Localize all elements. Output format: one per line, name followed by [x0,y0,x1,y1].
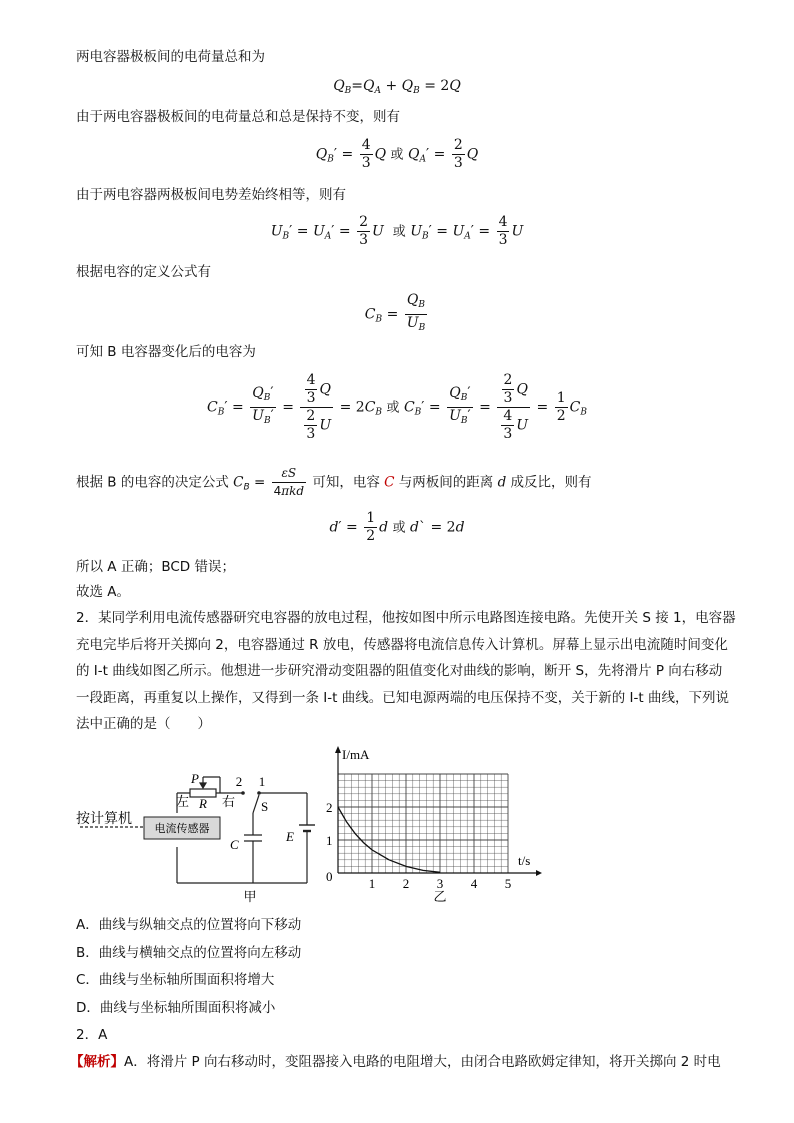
line6-prefix: 根据 B 的电容的决定公式 [76,474,229,491]
question-line-1: 2．某同学利用电流传感器研究电容器的放电过程，他按如图中所示电路图连接电路。先使开关 S 接 1，电容器 [76,610,736,626]
label-R: R [199,796,207,811]
caption-yi: 乙 [433,890,447,905]
terminal-1-dot [257,791,261,795]
answer-text: A．将滑片 P 向右移动时，变阻器接入电路的电阻增大，由闭合电路欧姆定律知，将开关掷向 2 时电 [124,1054,721,1070]
terminal-1-label: 1 [258,774,266,789]
equation-new-capacitance: $C_B'$ = $\frac{Q_B'}{U_B'}$ = $\frac{4}{3}$ Q $\frac{2}{3}$ U = $2C_B$ 或 $C_B'$ = $\frac{Q_B'}{U_B'}$ = $\frac{2}{3}$ Q $\frac{4}{3}$ U = $\frac{1}{2}$ $C_B$ [206,372,588,442]
text-line-7: 所以 A 正确；BCD 错误； [76,559,235,575]
option-c: C．曲线与坐标轴所围面积将增大 [76,972,275,988]
origin-label: 0 [326,869,333,884]
or-text: 或 [392,520,406,536]
computer-label: 按计算机 [76,811,132,827]
text-line-8: 故选 A。 [76,584,131,600]
label-P: P [191,771,199,786]
label-S: S [261,799,269,814]
option-d: D．曲线与坐标轴所围面积将减小 [76,1000,276,1016]
y-axis-label: I/mA [342,747,370,762]
line6-end: 成反比，则有 [510,474,592,491]
x-tick-label: 4 [470,876,478,891]
label-E: E [286,829,294,844]
slider-arrowhead [200,783,206,788]
equation-voltage: $U_B' = U_A'$ = $\frac{2}{3}$ U 或 $U_B' = U_A'$ = $\frac{4}{3}$ U [270,214,524,248]
text-line-5: 可知 B 电容器变化后的电容为 [76,344,256,360]
line6-d-symbol: d [497,474,507,491]
question-2 [76,605,748,738]
circuit-diagram [70,765,335,905]
question-line-5: 法中正确的是（ ） [76,716,211,732]
x-tick-label: 2 [402,876,410,891]
option-b: B．曲线与横轴交点的位置将向左移动 [76,945,302,961]
option-a: A．曲线与纵轴交点的位置将向下移动 [76,917,302,933]
sensor-label: 电流传感器 [154,822,210,835]
text-line-3: 由于两电容器两极板间电势差始终相等，则有 [76,187,346,203]
answer-label: 【解析】 [70,1054,124,1070]
switch-blade [253,795,259,813]
text-line-4: 根据电容的定义公式有 [76,264,211,280]
line6-post: 可知，电容 [312,474,380,491]
right-label: 右 [222,795,236,810]
equation-charge-split: $Q_B'$ = $\frac{4}{3}$ Q 或 $Q_A'$ = $\frac{2}{3}$ Q [315,137,479,171]
question-line-4: 一段距离，再重复以上操作，又得到一条 I-t 曲线。已知电源两端的电压保持不变，关于新的 I-t 曲线，下列说 [76,689,729,706]
terminal-2-dot [241,791,245,795]
y-tick-label: 2 [326,800,333,815]
or-text: 或 [392,224,406,240]
answer-explanation [70,1050,721,1070]
label-C: C [230,837,239,852]
text-line-6: 根据 B 的电容的决定公式 $C_B$ = $\frac{\varepsilon S}{\text{4πkd}}$ 可知，电容 C 与两板间的距离 d 成反比，则有 [76,466,592,498]
it-chart [318,745,543,905]
line6-c-symbol: C [384,474,395,491]
text-line-1: 两电容器极板间的电荷量总和为 [76,49,265,65]
question-line-3: 的 I-t 曲线如图乙所示。他想进一步研究滑动变阻器的阻值变化对曲线的影响，断开 S，先将滑片 P 向右移动 [76,663,723,679]
y-tick-label: 1 [326,833,333,848]
x-tick-label: 1 [368,876,376,891]
terminal-2-label: 2 [235,774,243,789]
caption-jia: 甲 [243,890,257,905]
x-axis-arrow [536,870,542,876]
question-line-2: 充电完毕后将开关掷向 2，电容器通过 R 放电，传感器将电流信息传入计算机。屏幕上显示出电流随时间变化 [76,636,728,653]
or-text: 或 [390,147,404,163]
chart-grid [338,774,508,873]
equation-capacitance-definition: $C_B$ = $\frac{Q_B}{U_B}$ [364,292,426,333]
equation-charge-sum: $Q_B=Q_A + Q_B = 2Q$ [333,78,461,96]
x-tick-label: 5 [504,876,512,891]
line6-mid: 与两板间的距离 [398,474,494,491]
x-tick-label: 3 [436,876,444,891]
or-text: 或 [386,400,400,416]
equation-distance: d′ = $\frac{1}{2}$ d 或 d` = 2d [329,510,465,544]
y-axis-arrow [335,746,341,753]
x-axis-label: t/s [518,853,531,868]
left-label: 左 [176,795,190,810]
text-line-2: 由于两电容器极板间的电荷量总和总是保持不变，则有 [76,109,400,125]
answer-number: 2．A [76,1027,108,1043]
